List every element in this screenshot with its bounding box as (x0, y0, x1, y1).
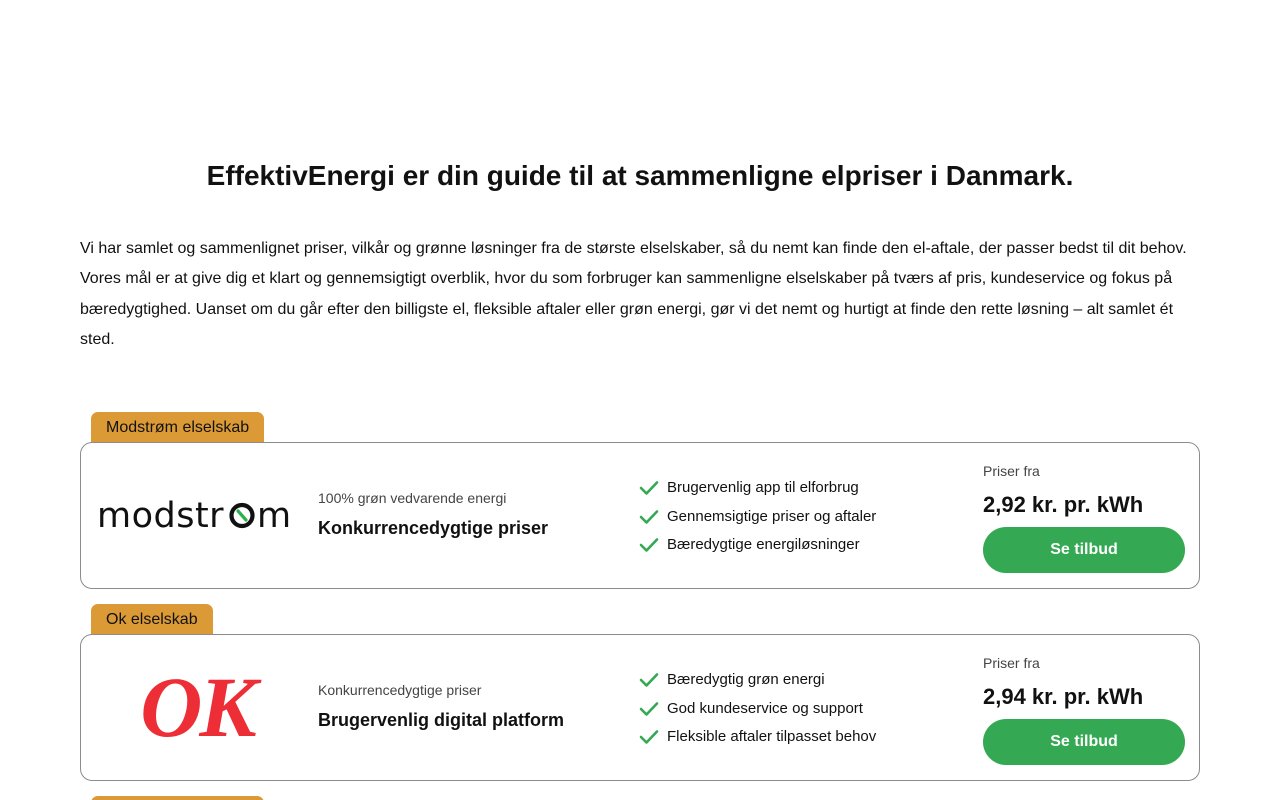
feature-item (639, 723, 876, 752)
check-icon (639, 728, 659, 746)
offer-card-body (80, 442, 1200, 589)
offer-card-ok (80, 604, 1200, 781)
feature-label: Bæredygtige energiløsninger (667, 536, 860, 553)
see-offer-button[interactable]: Se tilbud (983, 719, 1185, 765)
offer-tab-label: Ok elselskab (91, 604, 213, 635)
ok-logo (97, 657, 297, 757)
offer-tab-label: Modstrøm elselskab (91, 412, 264, 443)
feature-label: Fleksible aftaler tilpasset behov (667, 728, 877, 745)
offer-title: Brugervenlig digital platform (318, 710, 565, 730)
feature-item (639, 474, 876, 503)
feature-label: Gennemsigtige priser og aftaler (667, 507, 877, 525)
check-icon (639, 479, 659, 497)
modstrom-logo (97, 465, 297, 565)
check-icon (639, 508, 659, 526)
price-value: 2,92 kr. pr. kWh (983, 492, 1144, 517)
offer-tab-partial (91, 796, 264, 800)
feature-item (639, 695, 876, 724)
offer-title: Konkurrencedygtige priser (318, 518, 549, 538)
svg-text:modstr: modstr (97, 496, 225, 535)
modstrom-logo-icon (97, 495, 297, 535)
feature-item (639, 503, 876, 532)
feature-item (639, 666, 876, 695)
see-offer-button[interactable]: Se tilbud (983, 527, 1185, 573)
check-icon (639, 700, 659, 718)
svg-text:m: m (257, 496, 292, 535)
offer-card-modstrom (80, 412, 1200, 589)
feature-label: Bæredygtig grøn energi (667, 671, 825, 688)
offer-subtitle: 100% grøn vedvarende energi (318, 490, 507, 506)
offer-subtitle: Konkurrencedygtige priser (318, 682, 482, 698)
feature-label: God kundeservice og support (667, 699, 863, 717)
price-label: Priser fra (983, 463, 1040, 479)
feature-list (639, 666, 876, 752)
page-title: EffektivEnergi er din guide til at sammenligne elpriser i Danmark. (206, 160, 1074, 191)
check-icon (639, 536, 659, 554)
feature-item (639, 531, 876, 560)
ok-logo-text: OK (140, 659, 254, 755)
price-value: 2,94 kr. pr. kWh (983, 684, 1144, 709)
price-label: Priser fra (983, 655, 1040, 671)
intro-paragraph: Vi har samlet og sammenlignet priser, vilkår og grønne løsninger fra de største elselskaber, så du nemt kan finde den el-aftale, der passer bedst til dit behov. Vores mål er at give dig et klart og gennemsigtigt overblik, hvor du som forbruger kan sammenligne elselskaber på tværs af pris, kundeservice og fokus på bæredygtighed. Uanset om du går efter den billigste el, fleksible aftaler eller grøn energi, gør vi det nemt og hurtigt at finde den rette løsning – alt samlet ét sted. (80, 240, 1187, 348)
feature-label: Brugervenlig app til elforbrug (667, 479, 859, 496)
check-icon (639, 671, 659, 689)
feature-list (639, 474, 876, 560)
offer-card-body (80, 634, 1200, 781)
